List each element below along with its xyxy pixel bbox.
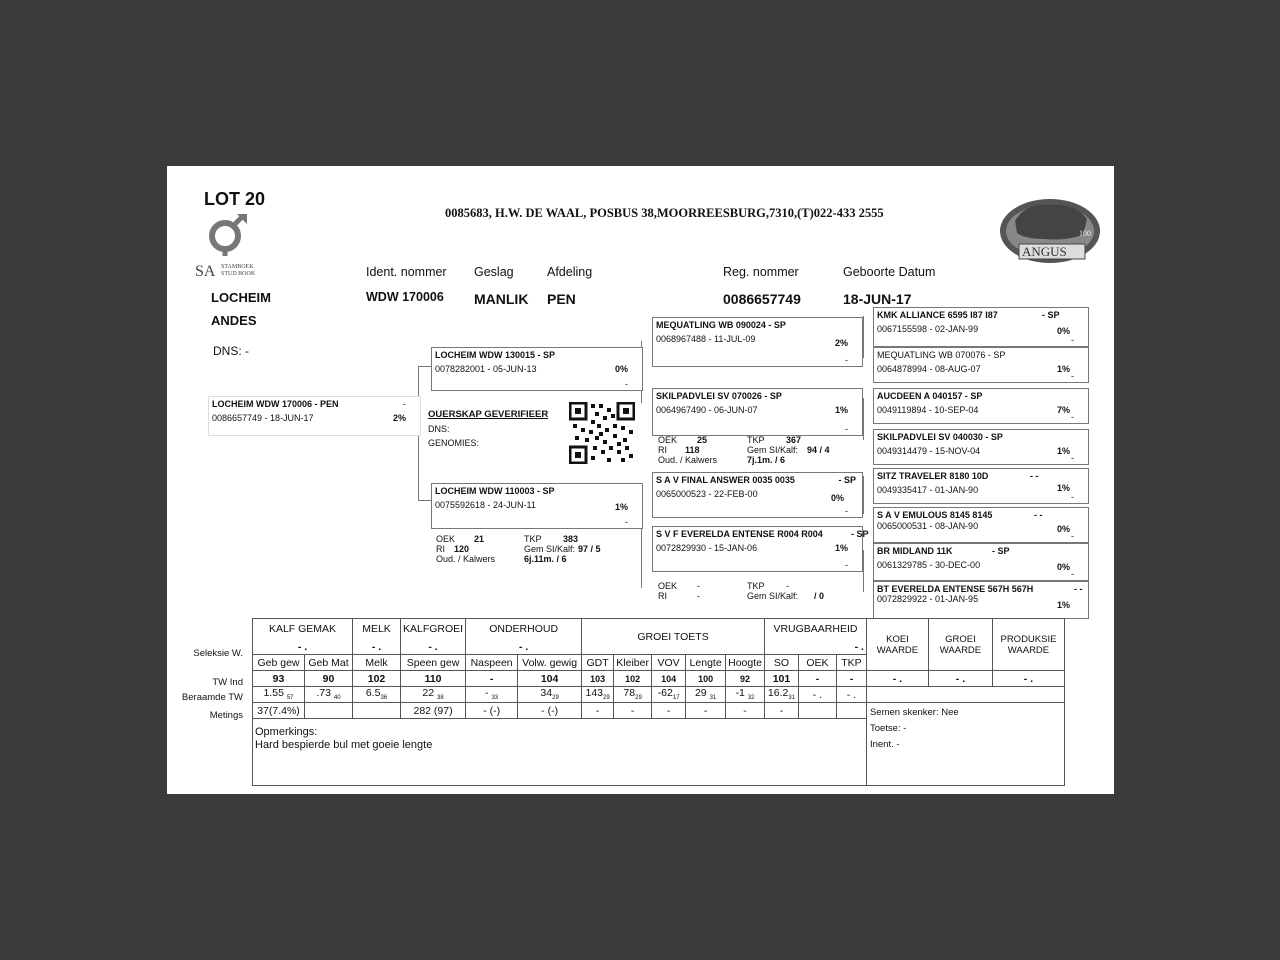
gen3-8-name: BT EVERELDA ENTENSE 567H 567H [877,584,1034,594]
gen2-1-name: MEQUATLING WB 090024 - SP [656,320,786,330]
metings-cell: - [582,703,614,719]
col-tkp: TKP [836,655,866,671]
gen3-box-4 [873,429,1089,465]
row-label-seleksie: Seleksie W. [193,648,243,659]
beraamde-cell [253,687,305,703]
ebv: 29 [694,687,707,700]
tw-ind-cell: 102 [614,671,652,687]
metings-cell: - [686,703,726,719]
ident-header: Ident. nommer [366,265,447,279]
sire-reg: 0078282001 - 05-JUN-13 [435,364,537,374]
gd-ri: 118 [685,445,700,455]
gen2-3-reg: 0065000523 - 22-FEB-00 [656,489,758,499]
sire-dash: - [625,379,628,389]
gen3-1-tag: - SP [1042,310,1060,320]
gen3-box-2 [873,347,1089,383]
group-kalfgroei: KALFGROEI [401,619,466,640]
tw-ind-cell: 100 [686,671,726,687]
metings-cell: - [614,703,652,719]
gen2-4-pct: 1% [834,543,848,553]
animal-afdeling: PEN [547,291,576,307]
group-groei-waarde: GROEI WAARDE [928,619,992,671]
group-groei-toets: GROEI TOETS [582,619,765,655]
gen3-1-reg: 0067155598 - 02-JAN-99 [877,324,979,334]
gd-tkp: 367 [786,435,802,445]
accuracy: 29 [603,695,610,702]
beraamde-cell [466,687,518,703]
remarks-text: Hard bespierde bul met goeie lengte [255,739,433,751]
accuracy: 38 [437,695,444,702]
tw-ind-cell: 93 [253,671,305,687]
gd2-tkp-label: TKP [747,581,765,591]
geslag-header: Geslag [474,265,514,279]
gen2-4-dash: - [845,560,848,570]
gen2-1-reg: 0068967488 - 11-JUL-09 [656,334,756,344]
group-header-row [253,619,1065,640]
subject-box-name: LOCHEIM WDW 170006 - PEN [212,399,339,409]
dam-box [431,483,643,529]
gen2-2-pct: 1% [834,405,848,415]
gen3-7-tag: - SP [992,546,1010,556]
col-oek: OEK [798,655,836,671]
gen2-3-name: S A V FINAL ANSWER 0035 0035 [656,475,795,485]
metings-cell: - (-) [518,703,582,719]
gen3-6-tag: - - [1034,510,1043,520]
gen3-2-dash: - [1071,371,1074,381]
remarks-label: Opmerkings: [255,726,318,738]
seleksie-onderhoud: - . [466,639,582,655]
animal-birthdate: 18-JUN-17 [843,291,912,307]
metings-cell [305,703,353,719]
metings-cell: 282 (97) [401,703,466,719]
ebv: .73 [316,687,331,700]
col-hoogte: Hoogte [726,655,765,671]
gen3-4-dash: - [1071,453,1074,463]
gen2-box-2 [652,388,863,436]
metings-cell: - [764,703,798,719]
col-so: SO [764,655,798,671]
gen2-3-pct: 0% [830,493,844,503]
metings-cell: - (-) [466,703,518,719]
beraamde-cell [686,687,726,703]
gen3-1-name: KMK ALLIANCE 6595 I87 I87 [877,310,998,320]
dam-reg: 0075592618 - 24-JUN-11 [435,500,536,510]
gen2-2-reg: 0064967490 - 06-JUN-07 [656,405,758,415]
subject-box-reg: 0086657749 - 18-JUN-17 [212,413,314,423]
pedigree-sheet [167,166,1114,794]
logo-line2: STUD BOOK [221,271,256,277]
connector-gen2a [863,316,864,358]
dam-oek-label: OEK [436,534,456,544]
gen3-3-reg: 0049119894 - 10-SEP-04 [877,405,979,415]
logo-line1: STAMBOEK [221,264,254,270]
dam-tkp: 383 [563,534,579,544]
ebv: 6.5 [365,687,381,700]
breeder-address: 0085683, H.W. DE WAAL, POSBUS 38,MOORREESBURG,7310,(T)022-433 2555 [445,206,884,220]
ebv: 34 [540,687,553,700]
gen3-box-3 [873,388,1089,424]
connector-subject-bottom [418,500,432,501]
gen3-7-reg: 0061329785 - 30-DEC-00 [877,560,981,570]
dam-dash: - [625,517,628,527]
tw-ind-cell: 102 [353,671,401,687]
dam-oud: 6j.11m. / 6 [524,554,567,564]
beraamde-cell [726,687,765,703]
row-label-metings: Metings [209,710,243,721]
beraamde-cell [353,687,401,703]
ebv: -62 [657,687,673,700]
gen2-4-reg: 0072829930 - 15-JAN-06 [656,543,758,553]
toetse: Toetse: - [869,723,907,734]
gen3-3-name: AUCDEEN A 040157 - SP [877,391,983,401]
gen3-3-pct: 7% [1056,405,1070,415]
gd-oud-label: Oud. / Kalwers [658,455,718,465]
beraamde-waarde-blank [866,687,1064,703]
sire-name: LOCHEIM WDW 130015 - SP [435,350,556,360]
sire-box [431,347,643,391]
gd-ri-label: RI [658,445,667,455]
gen3-7-pct: 0% [1056,562,1070,572]
semen-donor: Semen skenker: Nee [869,707,959,718]
gd2-oek-label: OEK [658,581,678,591]
ebv: 16.2 [767,687,789,700]
dam-tkp-label: TKP [524,534,542,544]
gen2-1-pct: 2% [834,338,848,348]
gen3-7-dash: - [1071,569,1074,579]
animal-name-2: ANDES [211,313,257,328]
angus-logo [995,191,1105,265]
gen2-3-tag: - SP [838,475,856,485]
gd2-ri: - [697,591,700,601]
koei-waarde-value: - . [866,671,928,687]
seleksie-kalf-gemak: - . [253,639,353,655]
gen3-box-5 [873,468,1089,504]
gen2-4-tag: - SP [851,529,869,539]
col-vov: VOV [652,655,686,671]
col-naspeen: Naspeen [466,655,518,671]
tw-ind-cell: 104 [652,671,686,687]
gen2-3-dash: - [845,506,848,516]
remarks-cell [253,719,867,786]
gen3-2-pct: 1% [1056,364,1070,374]
tw-ind-cell: - [466,671,518,687]
gen3-5-name: SITZ TRAVELER 8180 10D [877,471,989,481]
gen3-box-6 [873,507,1089,543]
ebv: -1 [735,687,745,700]
connector-subject-top [418,366,432,367]
gen3-6-reg: 0065000531 - 08-JAN-90 [877,521,979,531]
row-label-beraamde: Beraamde TW [181,692,243,703]
gen3-8-reg: 0072829922 - 01-JAN-95 [877,594,979,604]
semen-panel [866,703,1064,786]
gd-gem-label: Gem SI/Kalf: [747,445,799,455]
ebv: - . [846,688,857,701]
gen2-4-name: S V F EVERELDA ENTENSE R004 R004 [656,529,823,539]
gen3-box-8 [873,581,1089,619]
gen3-8-tag: - - [1074,584,1083,594]
gd2-tkp: - [786,581,789,591]
gen3-4-pct: 1% [1056,446,1070,456]
connector-dam [641,526,642,588]
beraamde-cell [614,687,652,703]
accuracy: 36 [380,695,388,702]
group-koei-waarde: KOEI WAARDE [866,619,928,671]
qr-code[interactable] [569,402,635,464]
breeding-values-table [252,618,1065,786]
gen2-box-1 [652,317,863,367]
tw-ind-cell: 92 [726,671,765,687]
tw-ind-cell: 90 [305,671,353,687]
group-onderhoud: ONDERHOUD [466,619,582,640]
gen3-1-dash: - [1071,335,1074,345]
gen3-6-name: S A V EMULOUS 8145 8145 [877,510,993,520]
dam-gem: 97 / 5 [578,544,601,554]
gen3-7-name: BR MIDLAND 11K [877,546,953,556]
connector-gen2c [863,476,864,514]
tw-ind-row [253,671,1065,687]
beraamde-cell [582,687,614,703]
subject-box-pct: 2% [392,413,406,423]
col-speen-gew: Speen gew [401,655,466,671]
produksie-waarde-value: - . [992,671,1064,687]
gen3-4-reg: 0049314479 - 15-NOV-04 [877,446,981,456]
geboorte-header: Geboorte Datum [843,265,936,279]
beraamde-cell [798,687,836,703]
gd2-ri-label: RI [658,591,667,601]
gd2-gem-label: Gem SI/Kalf: [747,591,799,601]
beraamde-cell [836,687,866,703]
accuracy: 33 [491,695,499,702]
dam-pct: 1% [614,502,628,512]
connector-gen2d [863,550,864,592]
verify-genomies: GENOMIES: [428,438,480,448]
ebv: 22 [422,687,435,700]
gen3-5-tag: - - [1030,471,1039,481]
metings-cell [798,703,836,719]
beraamde-cell [305,687,353,703]
gd2-oek: - [697,581,700,591]
tw-ind-cell: 110 [401,671,466,687]
reg-header: Reg. nommer [723,265,799,279]
beraamde-cell [401,687,466,703]
animal-dns: DNS: - [213,344,249,358]
lot-number: LOT 20 [204,189,266,209]
accuracy: 40 [333,695,341,702]
gen2-box-3 [652,472,863,518]
gd2-gem: / 0 [814,591,825,601]
accuracy: 32 [747,695,755,702]
col-lengte: Lengte [686,655,726,671]
angus-centenary: 100 [1079,229,1091,238]
tw-ind-cell: - [798,671,836,687]
gd-gem: 94 / 4 [807,445,830,455]
tw-ind-cell: - [836,671,866,687]
accuracy: 31 [788,695,796,702]
gen3-8-pct: 1% [1056,600,1070,610]
dam-ri: 120 [454,544,470,554]
gen3-6-dash: - [1071,531,1074,541]
gen3-box-7 [873,543,1089,581]
beraamde-cell [518,687,582,703]
row-label-tw-ind: TW Ind [212,677,243,688]
ebv: - [485,687,489,700]
group-kalf-gemak: KALF GEMAK [253,619,353,640]
seleksie-melk: - . [353,639,401,655]
gen2-2-dash: - [845,424,848,434]
seleksie-kalfgroei: - . [401,639,466,655]
afdeling-header: Afdeling [547,265,593,279]
gd-oek: 25 [697,435,708,445]
gd-tkp-label: TKP [747,435,765,445]
seleksie-vrugbaarheid: - . [764,639,866,655]
sire-pct: 0% [614,364,628,374]
ebv: 143 [585,687,604,700]
metings-cell: - [726,703,765,719]
gen3-box-1 [873,307,1089,347]
gd-oek-label: OEK [658,435,678,445]
animal-geslag: MANLIK [474,291,529,307]
col-geb-mat: Geb Mat [305,655,353,671]
col-melk: Melk [353,655,401,671]
accuracy: 31 [709,695,717,702]
animal-name-1: LOCHEIM [211,290,271,305]
metings-cell: - [652,703,686,719]
gen2-1-dash: - [845,355,848,365]
animal-reg: 0086657749 [723,291,801,307]
gen3-3-dash: - [1071,412,1074,422]
accuracy: 57 [286,695,294,702]
connector-gen2b [863,398,864,440]
accuracy: 29 [635,695,642,702]
animal-ident: WDW 170006 [366,290,444,304]
tw-ind-cell: 103 [582,671,614,687]
parentage-verified: OUERSKAP GEVERIFIEER [428,409,549,420]
logo-prefix: SA [195,263,216,280]
dam-ri-label: RI [436,544,445,554]
gen3-1-pct: 0% [1056,326,1070,336]
dam-oek: 21 [474,534,485,544]
gen3-2-name: MEQUATLING WB 070076 - SP [877,350,1006,360]
inent: Inent. - [869,739,900,750]
sa-studbook-logo [195,214,265,282]
dam-gem-label: Gem SI/Kalf: [524,544,576,554]
gen3-6-pct: 0% [1056,524,1070,534]
qr-code-icon [569,402,635,464]
metings-cell [836,703,866,719]
subject-box-dash: - [403,399,406,409]
metings-cell: 37(7.4%) [253,703,305,719]
accuracy: 17 [672,695,680,702]
col-volw-gewig: Volw. gewig [518,655,582,671]
gen3-5-dash: - [1071,492,1074,502]
gen2-box-4 [652,526,869,572]
group-vrugbaarheid: VRUGBAARHEID [764,619,866,640]
ebv: - . [812,688,823,701]
beraamde-cell [652,687,686,703]
angus-label: ANGUS [1022,244,1067,259]
group-produksie-waarde: PRODUKSIE WAARDE [992,619,1064,671]
dam-name: LOCHEIM WDW 110003 - SP [435,486,555,496]
ebv: 78 [623,687,636,700]
gen3-5-reg: 0049335417 - 01-JAN-90 [877,485,979,495]
gen3-4-name: SKILPADVLEI SV 040030 - SP [877,432,1003,442]
beraamde-cell [764,687,798,703]
col-geb-gew: Geb gew [253,655,305,671]
tw-ind-cell: 104 [518,671,582,687]
subject-pedigree-box [208,396,421,436]
ebv: 1.55 [263,687,284,700]
gen3-2-reg: 0064878994 - 08-AUG-07 [877,364,981,374]
col-gdt: GDT [582,655,614,671]
groei-waarde-value: - . [928,671,992,687]
tw-ind-cell: 101 [764,671,798,687]
metings-cell [353,703,401,719]
group-melk: MELK [353,619,401,640]
gen2-2-name: SKILPADVLEI SV 070026 - SP [656,391,782,401]
metings-row [253,703,1065,719]
gen3-5-pct: 1% [1056,483,1070,493]
gd-oud: 7j.1m. / 6 [747,455,786,465]
beraamde-row [253,687,1065,703]
col-kleiber: Kleiber [614,655,652,671]
accuracy: 29 [552,695,559,702]
verify-dns: DNS: [428,424,450,434]
dam-oud-label: Oud. / Kalwers [436,554,496,564]
